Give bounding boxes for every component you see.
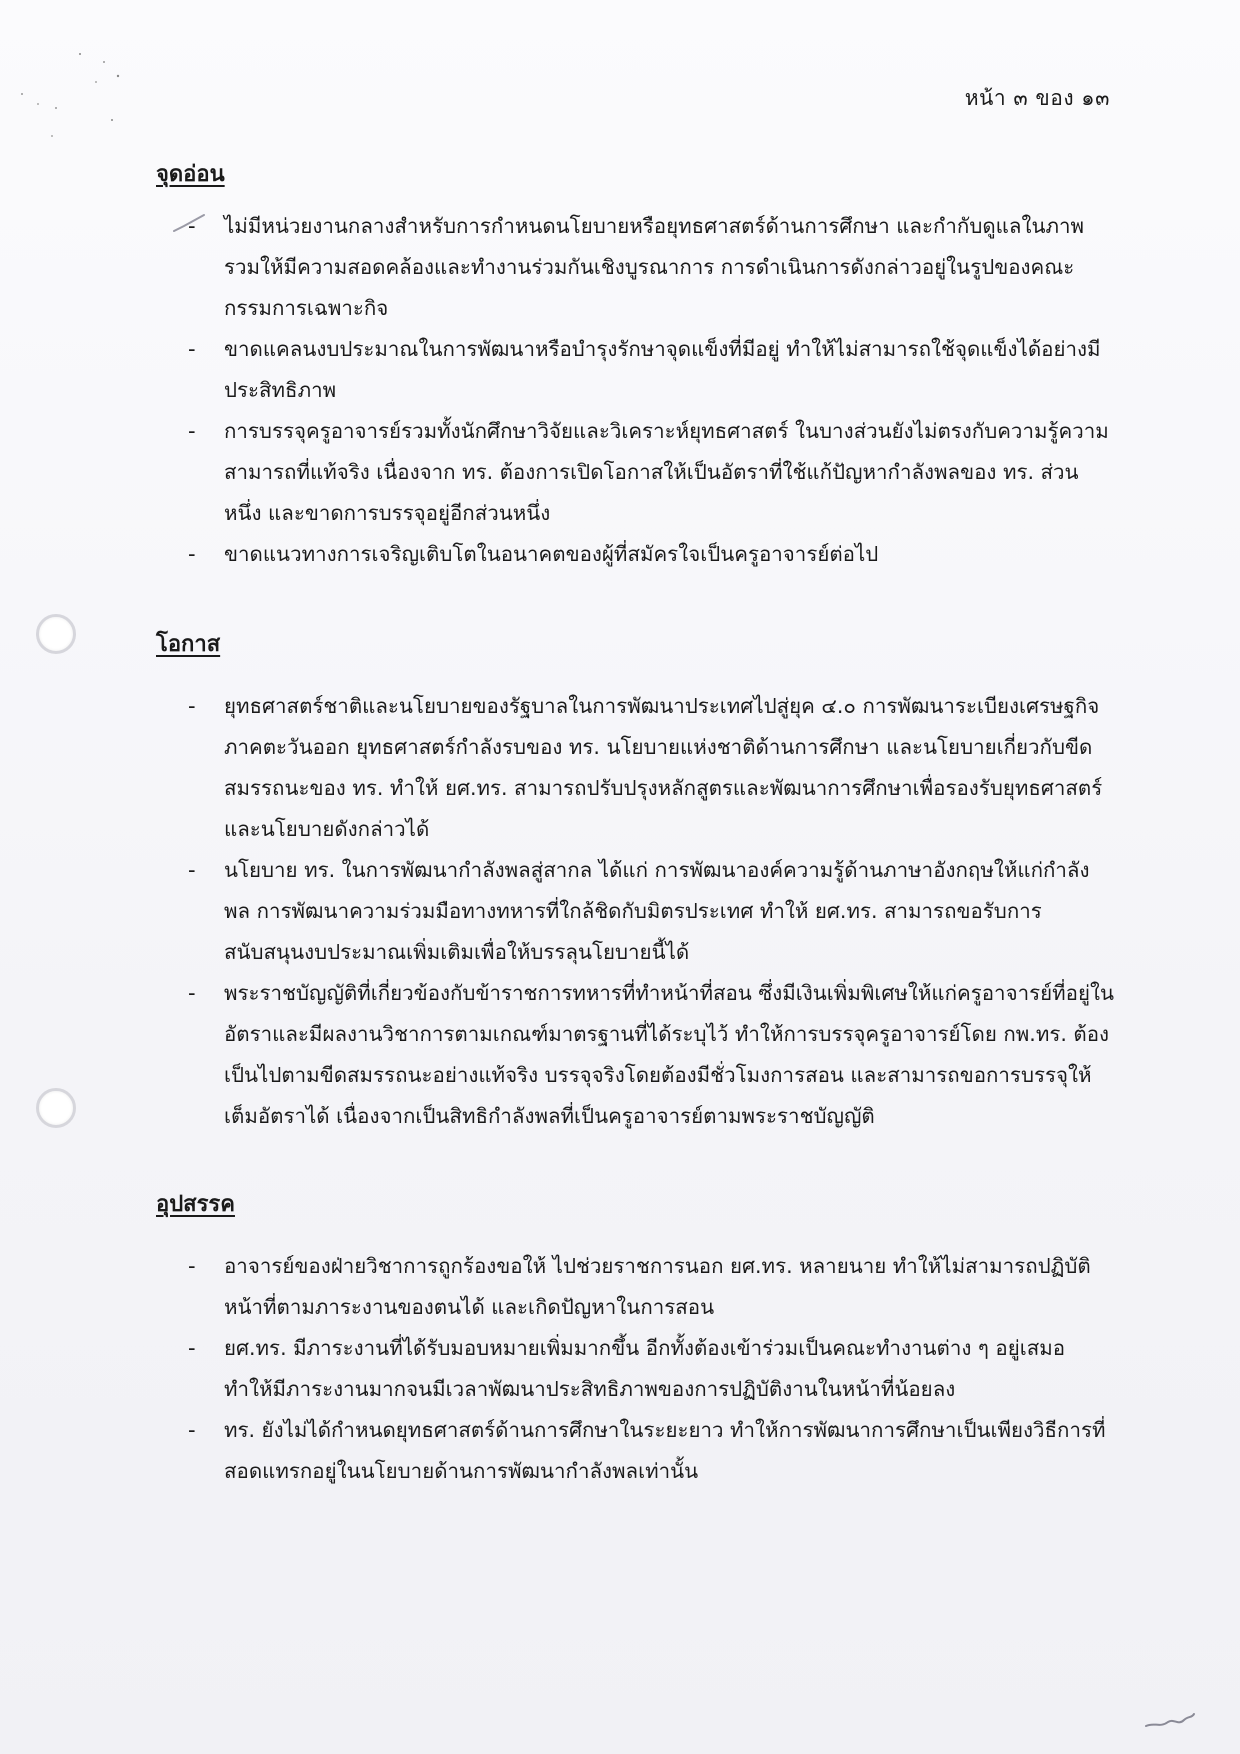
list-item-text: พระราชบัญญัติที่เกี่ยวข้องกับข้าราชการทหารที่ทำหน้าที่สอน ซึ่งมีเงินเพิ่มพิเศษให้แก่ครูอาจารย์ที่อยู่ในอัตราและมีผลงานวิชาการตามเกณฑ์มาตรฐานที่ได้ระบุไว้ ทำให้การบรรจุครูอาจารย์โดย กพ.ทร. ต้องเป็นไปตามขีดสมรรถนะอย่างแท้จริง บรรจุจริงโดยต้องมีชั่วโมงการสอน และสามารถขอการบรรจุให้เต็มอัตราได้ เนื่องจากเป็นสิทธิกำลังพลที่เป็นครูอาจารย์ตามพระราชบัญญัติ [224, 981, 1114, 1128]
list-item [0, 534, 1240, 575]
section-heading-weaknesses: จุดอ่อน [156, 162, 225, 187]
list-item [0, 686, 1240, 850]
bullet-dash: - [188, 1254, 196, 1278]
list-item-text: ขาดแนวทางการเจริญเติบโตในอนาคตของผู้ที่สมัครใจเป็นครูอาจารย์ต่อไป [224, 542, 879, 566]
bullet-dash: - [188, 337, 196, 361]
list-item-text: ขาดแคลนงบประมาณในการพัฒนาหรือบำรุงรักษาจุดแข็งที่มีอยู่ ทำให้ไม่สามารถใช้จุดแข็งได้อย่างมีประสิทธิภาพ [224, 337, 1101, 402]
weaknesses-list [0, 206, 1240, 575]
punch-hole-upper [36, 614, 76, 654]
list-item [0, 329, 1240, 411]
list-item-text: นโยบาย ทร. ในการพัฒนากำลังพลสู่สากล ได้แก่ การพัฒนาองค์ความรู้ด้านภาษาอังกฤษให้แก่กำลังพล การพัฒนาความร่วมมือทางทหารที่ใกล้ชิดกับมิตรประเทศ ทำให้ ยศ.ทร. สามารถขอรับการสนับสนุนงบประมาณเพิ่มเติมเพื่อให้บรรลุนโยบายนี้ได้ [224, 858, 1090, 964]
list-item [0, 973, 1240, 1137]
list-item-text: ยศ.ทร. มีภาระงานที่ได้รับมอบหมายเพิ่มมากขึ้น อีกทั้งต้องเข้าร่วมเป็นคณะทำงานต่าง ๆ อยู่เสมอ ทำให้มีภาระงานมากจนมีเวลาพัฒนาประสิทธิภาพของการปฏิบัติงานในหน้าที่น้อยลง [224, 1336, 1066, 1401]
list-item [0, 850, 1240, 973]
page-number: หน้า ๓ ของ ๑๓ [964, 86, 1110, 110]
section-heading-opportunities: โอกาส [156, 632, 221, 657]
bullet-dash: - [188, 1418, 196, 1442]
list-item-text: การบรรจุครูอาจารย์รวมทั้งนักศึกษาวิจัยและวิเคราะห์ยุทธศาสตร์ ในบางส่วนยังไม่ตรงกับความรู้ความสามารถที่แท้จริง เนื่องจาก ทร. ต้องการเปิดโอกาสให้เป็นอัตราที่ใช้แก้ปัญหากำลังพลของ ทร. ส่วนหนึ่ง และขาดการบรรจุอยู่อีกส่วนหนึ่ง [224, 419, 1109, 525]
bullet-dash: - [188, 1336, 196, 1360]
list-item [0, 411, 1240, 534]
threats-list [0, 1246, 1240, 1492]
list-item-text: ไม่มีหน่วยงานกลางสำหรับการกำหนดนโยบายหรือยุทธศาสตร์ด้านการศึกษา และกำกับดูแลในภาพรวมให้มีความสอดคล้องและทำงานร่วมกันเชิงบูรณาการ การดำเนินการดังกล่าวอยู่ในรูปของคณะกรรมการเฉพาะกิจ [224, 214, 1084, 320]
section-heading-threats: อุปสรรค [156, 1192, 235, 1217]
bullet-dash: - [188, 981, 196, 1005]
scan-specks [18, 48, 128, 158]
bullet-dash: - [188, 214, 196, 238]
list-item [0, 1328, 1240, 1410]
bullet-dash: - [188, 419, 196, 443]
handwritten-scribble [1144, 1708, 1196, 1734]
bullet-dash: - [188, 694, 196, 718]
bullet-dash: - [188, 858, 196, 882]
list-item-text: ยุทธศาสตร์ชาติและนโยบายของรัฐบาลในการพัฒนาประเทศไปสู่ยุค ๔.๐ การพัฒนาระเบียงเศรษฐกิจภาคตะวันออก ยุทธศาสตร์กำลังรบของ ทร. นโยบายแห่งชาติด้านการศึกษา และนโยบายเกี่ยวกับขีดสมรรถนะของ ทร. ทำให้ ยศ.ทร. สามารถปรับปรุงหลักสูตรและพัฒนาการศึกษาเพื่อรองรับยุทธศาสตร์และนโยบายดังกล่าวได้ [224, 694, 1103, 841]
opportunities-list [0, 686, 1240, 1137]
bullet-dash: - [188, 542, 196, 566]
list-item-text: อาจารย์ของฝ่ายวิชาการถูกร้องขอให้ ไปช่วยราชการนอก ยศ.ทร. หลายนาย ทำให้ไม่สามารถปฏิบัติหน้าที่ตามภาระงานของตนได้ และเกิดปัญหาในการสอน [224, 1254, 1091, 1319]
list-item [0, 1246, 1240, 1328]
list-item [0, 1410, 1240, 1492]
list-item [0, 206, 1240, 329]
list-item-text: ทร. ยังไม่ได้กำหนดยุทธศาสตร์ด้านการศึกษาในระยะยาว ทำให้การพัฒนาการศึกษาเป็นเพียงวิธีการที่สอดแทรกอยู่ในนโยบายด้านการพัฒนากำลังพลเท่านั้น [224, 1418, 1106, 1483]
